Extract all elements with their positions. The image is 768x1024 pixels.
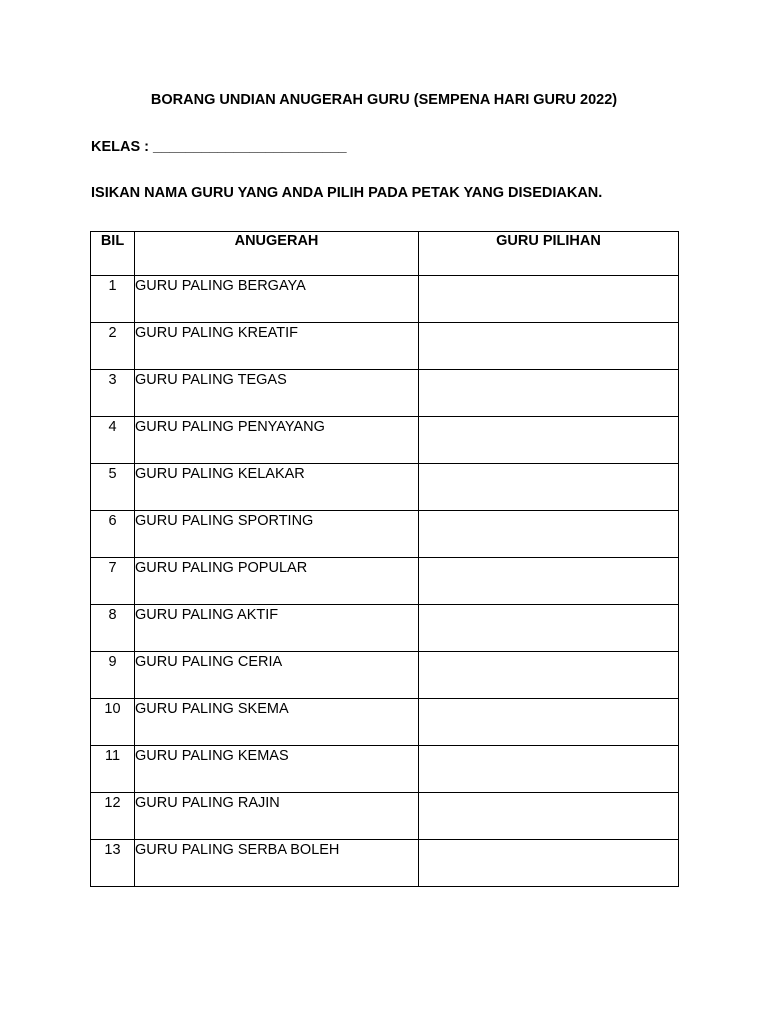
table-row (91, 840, 679, 887)
teacher-choice-cell[interactable] (419, 464, 679, 511)
table-row (91, 464, 679, 511)
row-number: 6 (91, 511, 135, 558)
teacher-choice-cell[interactable] (419, 511, 679, 558)
table-header-row (91, 232, 679, 276)
award-name: GURU PALING SPORTING (135, 511, 419, 558)
teacher-choice-cell[interactable] (419, 276, 679, 323)
header-anugerah: ANUGERAH (135, 232, 419, 276)
award-name: GURU PALING KEMAS (135, 746, 419, 793)
teacher-choice-cell[interactable] (419, 652, 679, 699)
row-number: 12 (91, 793, 135, 840)
row-number: 9 (91, 652, 135, 699)
teacher-choice-cell[interactable] (419, 746, 679, 793)
table-row (91, 323, 679, 370)
row-number: 3 (91, 370, 135, 417)
teacher-choice-cell[interactable] (419, 840, 679, 887)
award-name: GURU PALING KELAKAR (135, 464, 419, 511)
teacher-choice-cell[interactable] (419, 323, 679, 370)
award-name: GURU PALING CERIA (135, 652, 419, 699)
teacher-choice-cell[interactable] (419, 605, 679, 652)
table-row (91, 417, 679, 464)
award-name: GURU PALING RAJIN (135, 793, 419, 840)
table-body (91, 276, 679, 887)
award-name: GURU PALING AKTIF (135, 605, 419, 652)
award-name: GURU PALING BERGAYA (135, 276, 419, 323)
table-row (91, 652, 679, 699)
row-number: 7 (91, 558, 135, 605)
teacher-choice-cell[interactable] (419, 558, 679, 605)
award-name: GURU PALING SKEMA (135, 699, 419, 746)
row-number: 8 (91, 605, 135, 652)
table-row (91, 511, 679, 558)
row-number: 1 (91, 276, 135, 323)
row-number: 13 (91, 840, 135, 887)
table-row (91, 746, 679, 793)
table-row (91, 276, 679, 323)
table-row (91, 558, 679, 605)
row-number: 5 (91, 464, 135, 511)
award-name: GURU PALING TEGAS (135, 370, 419, 417)
teacher-choice-cell[interactable] (419, 370, 679, 417)
form-title: BORANG UNDIAN ANUGERAH GURU (SEMPENA HARI GURU 2022) (150, 92, 618, 108)
table-row (91, 370, 679, 417)
row-number: 11 (91, 746, 135, 793)
table-row (91, 699, 679, 746)
header-bil: BIL (91, 232, 135, 276)
instruction-text: ISIKAN NAMA GURU YANG ANDA PILIH PADA PETAK YANG DISEDIAKAN. (91, 185, 603, 201)
award-name: GURU PALING PENYAYANG (135, 417, 419, 464)
teacher-choice-cell[interactable] (419, 417, 679, 464)
row-number: 10 (91, 699, 135, 746)
award-name: GURU PALING SERBA BOLEH (135, 840, 419, 887)
teacher-choice-cell[interactable] (419, 699, 679, 746)
class-field[interactable]: KELAS : ________________________ (91, 139, 347, 155)
award-name: GURU PALING KREATIF (135, 323, 419, 370)
row-number: 4 (91, 417, 135, 464)
header-guru-pilihan: GURU PILIHAN (419, 232, 679, 276)
award-name: GURU PALING POPULAR (135, 558, 419, 605)
table-row (91, 793, 679, 840)
award-vote-table (90, 231, 679, 887)
row-number: 2 (91, 323, 135, 370)
teacher-choice-cell[interactable] (419, 793, 679, 840)
table-row (91, 605, 679, 652)
